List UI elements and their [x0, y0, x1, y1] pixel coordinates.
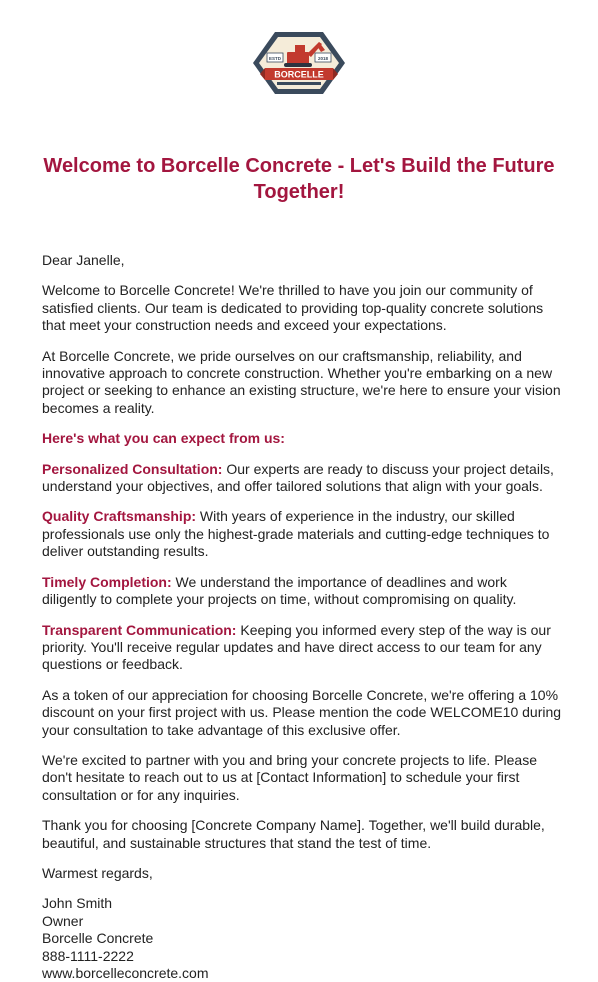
signature-name: John Smith — [42, 895, 113, 912]
expect-heading: Here's what you can expect from us: — [42, 430, 285, 447]
feature-item — [42, 622, 562, 674]
signature-company: Borcelle Concrete — [42, 930, 154, 947]
partner-paragraph: We're excited to partner with you and bring your concrete projects to life. Please don't hesitate to reach out to us at [Contact Information] to schedule your first consultation or for any inquiries. — [42, 751, 538, 803]
feature-title: Timely Completion: — [42, 573, 172, 590]
email-headline: Welcome to Borcelle Concrete - Let's Build the Future Together! — [43, 155, 555, 203]
feature-item — [42, 461, 562, 496]
offer-paragraph: As a token of our appreciation for choosing Borcelle Concrete, we're offering a 10% discount on your first project with us. Please mention the code WELCOME10 during your consultation to take advantage of this exclusive offer. — [42, 686, 562, 738]
intro-paragraph: Welcome to Borcelle Concrete! We're thrilled to have you join our community of satisfied clients. Our team is dedicated to providing top-quality concrete solutions that meet your construction needs and exceed your expectations. — [42, 282, 544, 334]
signature-title: Owner — [42, 912, 84, 929]
email-body — [42, 252, 562, 982]
feature-text: We understand the importance of deadlines and work diligently to complete your projects on time, without compromising on quality. — [42, 573, 517, 608]
feature-title: Transparent Communication: — [42, 621, 237, 638]
feature-item — [42, 508, 562, 560]
borcelle-logo — [251, 30, 347, 96]
closing: Warmest regards, — [42, 864, 153, 881]
logo-est-label: ESTD — [268, 56, 282, 61]
feature-text: Keeping you informed every step of the way is our priority. You'll receive regular updates and have direct access to our team for any questions or feedback. — [42, 621, 551, 673]
about-paragraph: At Borcelle Concrete, we pride ourselves on our craftsmanship, reliability, and innovative approach to concrete construction. Whether you're embarking on a new project or seeking to enhance an existing structure, we're here to ensure your vision becomes a reality. — [42, 347, 561, 416]
signature-block — [42, 895, 562, 982]
feature-title: Quality Craftsmanship: — [42, 508, 197, 525]
signature-website-link[interactable]: www.borcelleconcrete.com — [42, 965, 209, 981]
thanks-paragraph: Thank you for choosing [Concrete Company Name]. Together, we'll build durable, beautiful, and sustainable structures that stand the test of time. — [42, 817, 545, 851]
logo-container — [0, 30, 598, 100]
logo-year: 2018 — [317, 56, 329, 61]
feature-text: With years of experience in the industry, our skilled professionals use only the highest-grade materials and cutting-edge techniques to deliver outstanding results. — [42, 508, 550, 560]
signature-phone: 888-1111-2222 — [42, 947, 134, 964]
feature-title: Personalized Consultation: — [42, 460, 223, 477]
greeting: Dear Janelle, — [42, 252, 125, 268]
feature-text: Our experts are ready to discuss your project details, understand your objectives, and offer tailored solutions that align with your goals. — [42, 460, 554, 495]
logo-brand-text: BORCELLE — [274, 69, 324, 80]
feature-item — [42, 574, 562, 609]
